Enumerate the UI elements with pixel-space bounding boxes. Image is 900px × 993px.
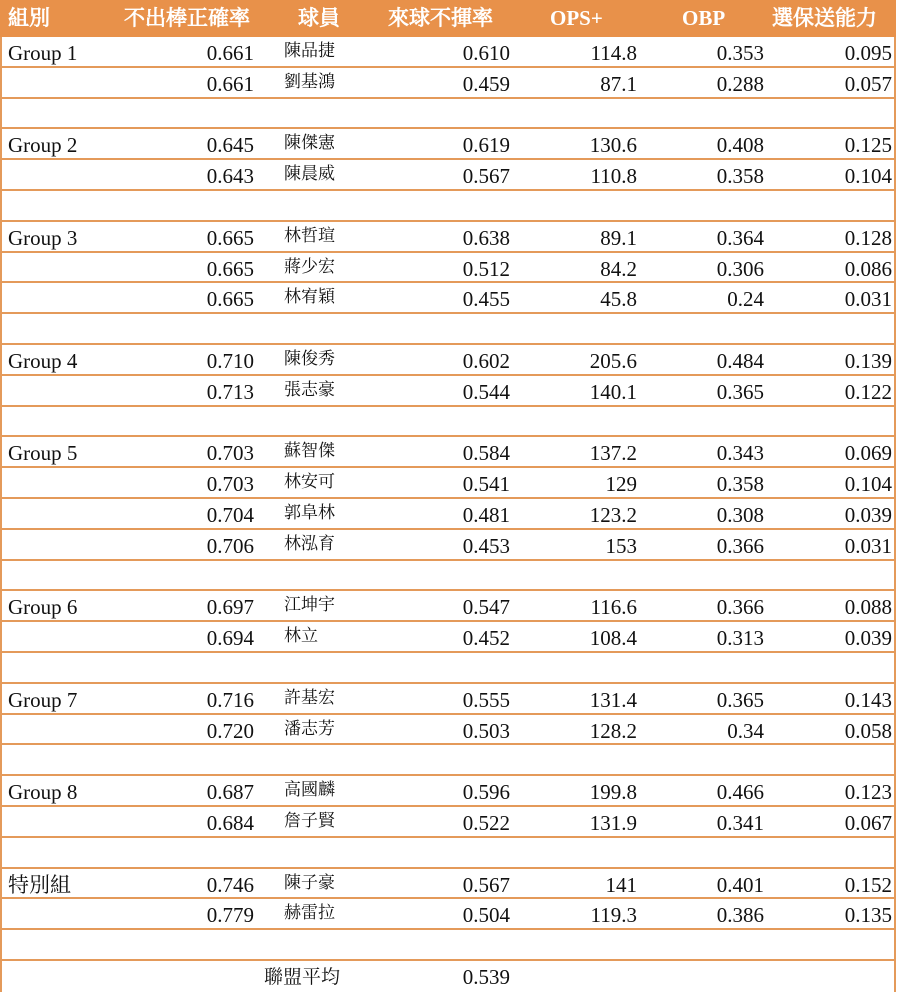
table-row <box>0 376 896 407</box>
obp-cell: 0.358 <box>716 164 764 189</box>
player-name-cell: 詹子賢 <box>284 810 335 831</box>
non-swing-correct-cell: 0.694 <box>206 626 254 651</box>
non-swing-correct-cell: 0.720 <box>206 718 254 743</box>
table-row <box>0 807 896 838</box>
ops-plus-cell: 89.1 <box>600 225 637 250</box>
non-swing-correct-cell: 0.665 <box>206 287 254 312</box>
league-average-row <box>0 961 896 992</box>
header-obp: OBP <box>682 6 726 30</box>
ops-plus-cell: 205.6 <box>589 348 637 373</box>
chase-cell: 0.481 <box>462 502 510 527</box>
non-swing-correct-cell: 0.665 <box>206 225 254 250</box>
ops-plus-cell: 129 <box>605 472 637 497</box>
league-average-label: 聯盟平均 <box>264 965 341 988</box>
table-row <box>0 160 896 191</box>
table-row <box>0 869 896 900</box>
ops-plus-cell: 114.8 <box>590 41 637 65</box>
obp-cell: 0.386 <box>716 903 764 928</box>
obp-cell: 0.466 <box>716 780 764 805</box>
separator-row <box>0 561 896 592</box>
table-row <box>0 622 896 653</box>
obp-cell: 0.343 <box>716 441 764 466</box>
group-cell: Group 8 <box>8 780 78 805</box>
obp-cell: 0.365 <box>716 687 764 712</box>
ops-plus-cell: 45.8 <box>600 287 637 312</box>
obp-cell: 0.313 <box>716 626 764 651</box>
ops-plus-cell: 137.2 <box>589 441 637 466</box>
group-cell: Group 6 <box>8 595 78 620</box>
table-row <box>0 253 896 284</box>
group-cell: Group 3 <box>8 225 78 250</box>
group-cell: Group 2 <box>8 133 78 158</box>
adv-cell: 0.104 <box>844 164 892 189</box>
player-name-cell: 林哲瑄 <box>284 225 335 246</box>
player-name-cell: 林安可 <box>284 472 335 493</box>
non-swing-correct-cell: 0.746 <box>206 872 254 897</box>
separator-row <box>0 314 896 345</box>
chase-cell: 0.453 <box>462 533 510 558</box>
adv-cell: 0.125 <box>844 133 892 158</box>
player-name-cell: 陳品捷 <box>284 41 335 61</box>
ops-plus-cell: 153 <box>605 533 637 558</box>
chase-cell: 0.596 <box>462 780 510 805</box>
group-cell: 特別組 <box>8 872 71 897</box>
chase-cell: 0.619 <box>462 133 510 158</box>
ops-plus-cell: 123.2 <box>589 502 637 527</box>
non-swing-correct-cell: 0.710 <box>206 348 254 373</box>
chase-cell: 0.452 <box>462 626 510 651</box>
obp-cell: 0.365 <box>716 379 764 404</box>
ops-plus-cell: 119.3 <box>590 903 637 928</box>
table-body <box>0 37 896 992</box>
non-swing-correct-cell: 0.697 <box>206 595 254 620</box>
player-name-cell: 陳俊秀 <box>284 348 335 369</box>
separator-row <box>0 930 896 961</box>
chase-cell: 0.504 <box>462 903 510 928</box>
table-row <box>0 129 896 160</box>
adv-cell: 0.039 <box>844 626 892 651</box>
obp-cell: 0.24 <box>727 287 764 312</box>
header-ops-plus: OPS+ <box>550 6 603 30</box>
non-swing-correct-cell: 0.703 <box>206 472 254 497</box>
player-name-cell: 林泓育 <box>284 533 335 554</box>
adv-cell: 0.069 <box>844 441 892 466</box>
adv-cell: 0.139 <box>844 348 892 373</box>
table-row <box>0 222 896 253</box>
obp-cell: 0.34 <box>727 718 764 743</box>
table-row <box>0 499 896 530</box>
table-row <box>0 37 896 68</box>
player-name-cell: 陳傑憲 <box>284 133 335 154</box>
group-cell: Group 5 <box>8 441 78 466</box>
chase-cell: 0.555 <box>462 687 510 712</box>
ops-plus-cell: 87.1 <box>600 71 637 96</box>
adv-cell: 0.152 <box>844 872 892 897</box>
non-swing-correct-cell: 0.713 <box>206 379 254 404</box>
obp-cell: 0.366 <box>716 533 764 558</box>
adv-cell: 0.135 <box>844 903 892 928</box>
separator-row <box>0 407 896 438</box>
group-cell: Group 4 <box>8 348 78 373</box>
adv-cell: 0.067 <box>844 810 892 835</box>
non-swing-correct-cell: 0.704 <box>206 502 254 527</box>
table-row <box>0 715 896 746</box>
ops-plus-cell: 131.9 <box>589 810 637 835</box>
chase-cell: 0.459 <box>462 71 510 96</box>
non-swing-correct-cell: 0.706 <box>206 533 254 558</box>
adv-cell: 0.039 <box>844 502 892 527</box>
player-name-cell: 劉基鴻 <box>284 71 335 92</box>
table-row <box>0 468 896 499</box>
ops-plus-cell: 116.6 <box>590 595 637 620</box>
table-row <box>0 68 896 99</box>
table-row <box>0 591 896 622</box>
player-name-cell: 潘志芳 <box>284 718 335 739</box>
chase-cell: 0.638 <box>462 225 510 250</box>
table-row <box>0 776 896 807</box>
obp-cell: 0.366 <box>716 595 764 620</box>
player-name-cell: 蔣少宏 <box>284 256 335 277</box>
chase-cell: 0.512 <box>462 256 510 281</box>
header-chase: 來球不揮率 <box>388 6 493 30</box>
player-name-cell: 蘇智傑 <box>284 441 335 462</box>
adv-cell: 0.058 <box>844 718 892 743</box>
obp-cell: 0.408 <box>716 133 764 158</box>
non-swing-correct-cell: 0.645 <box>206 133 254 158</box>
non-swing-correct-cell: 0.684 <box>206 810 254 835</box>
table-row <box>0 684 896 715</box>
player-name-cell: 許基宏 <box>284 687 335 708</box>
league-average-value: 0.539 <box>462 964 510 989</box>
chase-cell: 0.567 <box>462 872 510 897</box>
chase-cell: 0.584 <box>462 441 510 466</box>
ops-plus-cell: 130.6 <box>589 133 637 158</box>
player-name-cell: 林宥穎 <box>284 287 335 308</box>
adv-cell: 0.104 <box>844 472 892 497</box>
ops-plus-cell: 199.8 <box>589 780 637 805</box>
chase-cell: 0.522 <box>462 810 510 835</box>
obp-cell: 0.341 <box>716 810 764 835</box>
ops-plus-cell: 84.2 <box>600 256 637 281</box>
non-swing-correct-cell: 0.779 <box>206 903 254 928</box>
separator-row <box>0 99 896 130</box>
adv-cell: 0.057 <box>844 71 892 96</box>
obp-cell: 0.353 <box>716 41 764 65</box>
player-name-cell: 陳晨威 <box>284 164 335 185</box>
adv-cell: 0.143 <box>844 687 892 712</box>
non-swing-correct-cell: 0.665 <box>206 256 254 281</box>
player-name-cell: 江坤宇 <box>284 595 335 616</box>
obp-cell: 0.306 <box>716 256 764 281</box>
table-row <box>0 530 896 561</box>
non-swing-correct-cell: 0.687 <box>206 780 254 805</box>
separator-row <box>0 653 896 684</box>
adv-cell: 0.123 <box>844 780 892 805</box>
adv-cell: 0.128 <box>844 225 892 250</box>
chase-cell: 0.544 <box>462 379 510 404</box>
chase-cell: 0.541 <box>462 472 510 497</box>
obp-cell: 0.308 <box>716 502 764 527</box>
adv-cell: 0.031 <box>844 533 892 558</box>
adv-cell: 0.095 <box>844 41 892 65</box>
adv-cell: 0.122 <box>844 379 892 404</box>
chase-cell: 0.503 <box>462 718 510 743</box>
table-row <box>0 345 896 376</box>
chase-cell: 0.610 <box>462 41 510 65</box>
header-adv: 選保送能力 <box>772 6 877 30</box>
header-player: 球員 <box>298 6 340 30</box>
player-name-cell: 陳子豪 <box>284 872 335 893</box>
header-row <box>0 0 896 37</box>
separator-row <box>0 191 896 222</box>
obp-cell: 0.358 <box>716 472 764 497</box>
obp-cell: 0.364 <box>716 225 764 250</box>
obp-cell: 0.484 <box>716 348 764 373</box>
chase-cell: 0.455 <box>462 287 510 312</box>
table-row <box>0 437 896 468</box>
non-swing-correct-cell: 0.661 <box>206 41 254 65</box>
obp-cell: 0.401 <box>716 872 764 897</box>
table-row <box>0 283 896 314</box>
non-swing-correct-cell: 0.643 <box>206 164 254 189</box>
chase-cell: 0.602 <box>462 348 510 373</box>
player-name-cell: 林立 <box>284 626 318 647</box>
non-swing-correct-cell: 0.716 <box>206 687 254 712</box>
ops-plus-cell: 108.4 <box>589 626 637 651</box>
player-name-cell: 張志豪 <box>284 379 335 400</box>
chase-cell: 0.567 <box>462 164 510 189</box>
player-name-cell: 赫雷拉 <box>284 903 335 924</box>
header-non-swing-correct: 不出棒正確率 <box>124 6 250 30</box>
separator-row <box>0 745 896 776</box>
player-name-cell: 郭阜林 <box>284 502 335 523</box>
ops-plus-cell: 140.1 <box>589 379 637 404</box>
header-group: 組別 <box>8 6 50 30</box>
ops-plus-cell: 110.8 <box>590 164 637 189</box>
non-swing-correct-cell: 0.661 <box>206 71 254 96</box>
obp-cell: 0.288 <box>716 71 764 96</box>
separator-row <box>0 838 896 869</box>
group-cell: Group 7 <box>8 687 78 712</box>
chase-cell: 0.547 <box>462 595 510 620</box>
adv-cell: 0.086 <box>844 256 892 281</box>
ops-plus-cell: 141 <box>605 872 637 897</box>
adv-cell: 0.031 <box>844 287 892 312</box>
non-swing-correct-cell: 0.703 <box>206 441 254 466</box>
ops-plus-cell: 128.2 <box>589 718 637 743</box>
group-cell: Group 1 <box>8 41 78 65</box>
adv-cell: 0.088 <box>844 595 892 620</box>
player-name-cell: 高國麟 <box>284 780 335 801</box>
ops-plus-cell: 131.4 <box>589 687 637 712</box>
table-row <box>0 899 896 930</box>
